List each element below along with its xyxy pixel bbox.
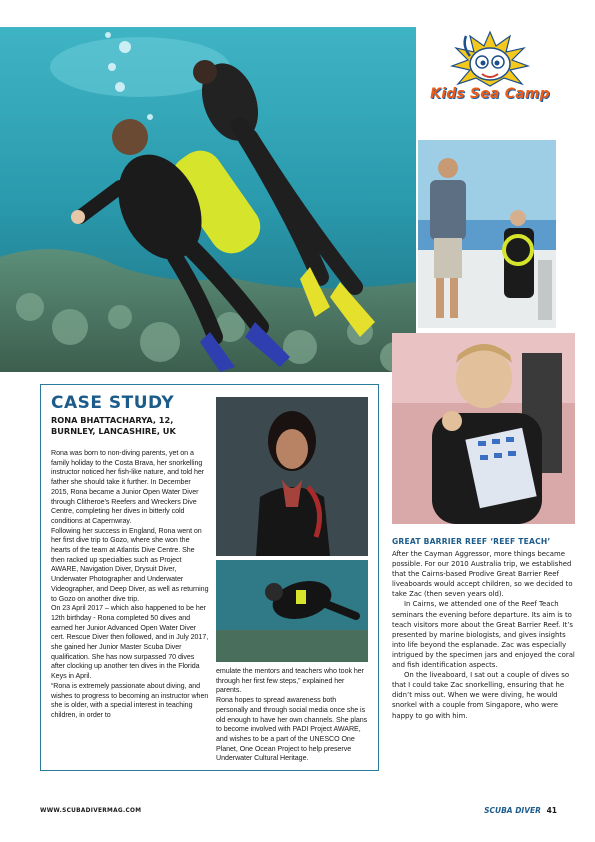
case-study-paragraph: On 23 April 2017 – which also happened to be her 12th birthday - Rona completed 50 dives and earned her Junior Advanced Open Water Diver cert. Rescue Diver then followed, and in July 2017, she gained her Junior Master Scuba Diver qualification. She has now surpassed 70 dives after clocking up another ten dives in the Florida Keys in April. (51, 604, 209, 681)
case-study-paragraph: emulate the mentors and teachers who took her through her first few steps,” explained her parents. (216, 667, 364, 695)
photo-boy-with-fish-id-card (392, 333, 575, 524)
hero-photo-underwater-divers (0, 27, 416, 372)
reef-paragraph: In Cairns, we attended one of the Reef Teach seminars the evening before departure. Its aim is to teach visitors more about the Great Barrier Reef. It’s presented by marine biologists, and gives insights into life beyond the esplanade. Zac was especially intrigued by the specimen jars and enjoyed the coral and fish identification aspects. (392, 600, 575, 670)
photo-rona-diving-underwater (216, 560, 368, 662)
case-study-paragraph: Rona was born to non-diving parents, yet on a family holiday to the Costa Brava, her snorkelling instructor noticed her fish-like nature, and told her father she should take it further. In December 2015, Rona became a Junior Open Water Diver through Clitheroe's Reefers and Wreckers Dive Centre, completing her dives in bitterly cold conditions at Capernwray. (51, 449, 205, 525)
case-study-paragraph: Rona hopes to spread awareness both personally and through social media once she is old enough to have her own channels. She plans to become involved with PADI Project AWARE, and wishes to be a part of the UNESCO One Planet, One Ocean Project to help preserve Underwater Cultural Heritage. (216, 696, 368, 763)
case-study-title: CASE STUDY (51, 393, 175, 413)
case-study-column-1 (51, 449, 209, 721)
case-study-paragraph: Following her success in England, Rona went on her first dive trip to Gozo, where she won the hearts of the team at Atlantis Dive Centre. She then racked up specialties such as Project AWARE, Navigation Diver, Drysuit Diver, Underwater Photographer and Underwater Videographer, and Deep Diver, as well as returning to Gozo on another dive trip. (51, 526, 209, 603)
case-study-subtitle: RONA BHATTACHARYA, 12, BURNLEY, LANCASHIRE, UK (51, 415, 176, 436)
reef-teach-heading: GREAT BARRIER REEF ‘REEF TEACH’ (392, 537, 551, 546)
reef-teach-body (392, 549, 576, 721)
case-study-column-2 (216, 667, 369, 764)
reef-paragraph: On the liveaboard, I sat out a couple of dives so that I could take Zac snorkelling, ensuring that he didn’t miss out. When we were diving, he would snorkel with a couple from Singapore, who were happy to go with him. (392, 671, 570, 720)
photo-adult-and-child-on-boat (418, 140, 556, 328)
reef-paragraph: After the Cayman Aggressor, more things became possible. For our 2010 Australia trip, we established that the Cairns-based Prodive Great Barrier Reef liveaboards would accept children, so we decided to take Zac (then seven years old). (392, 550, 573, 599)
case-study-paragraph: “Rona is extremely passionate about diving, and wishes to progress to becoming an instructor when she is older, with a special interest in teaching children, in order to (51, 681, 209, 719)
page-number: 41 (546, 806, 557, 815)
logo-text: Kids Sea Camp (430, 86, 550, 102)
footer-page-info (484, 806, 557, 815)
footer-magazine-name: SCUBA DIVER (484, 806, 541, 815)
photo-rona-portrait-in-drysuit (216, 397, 368, 556)
footer-website-url: WWW.SCUBADIVERMAG.COM (40, 808, 142, 814)
